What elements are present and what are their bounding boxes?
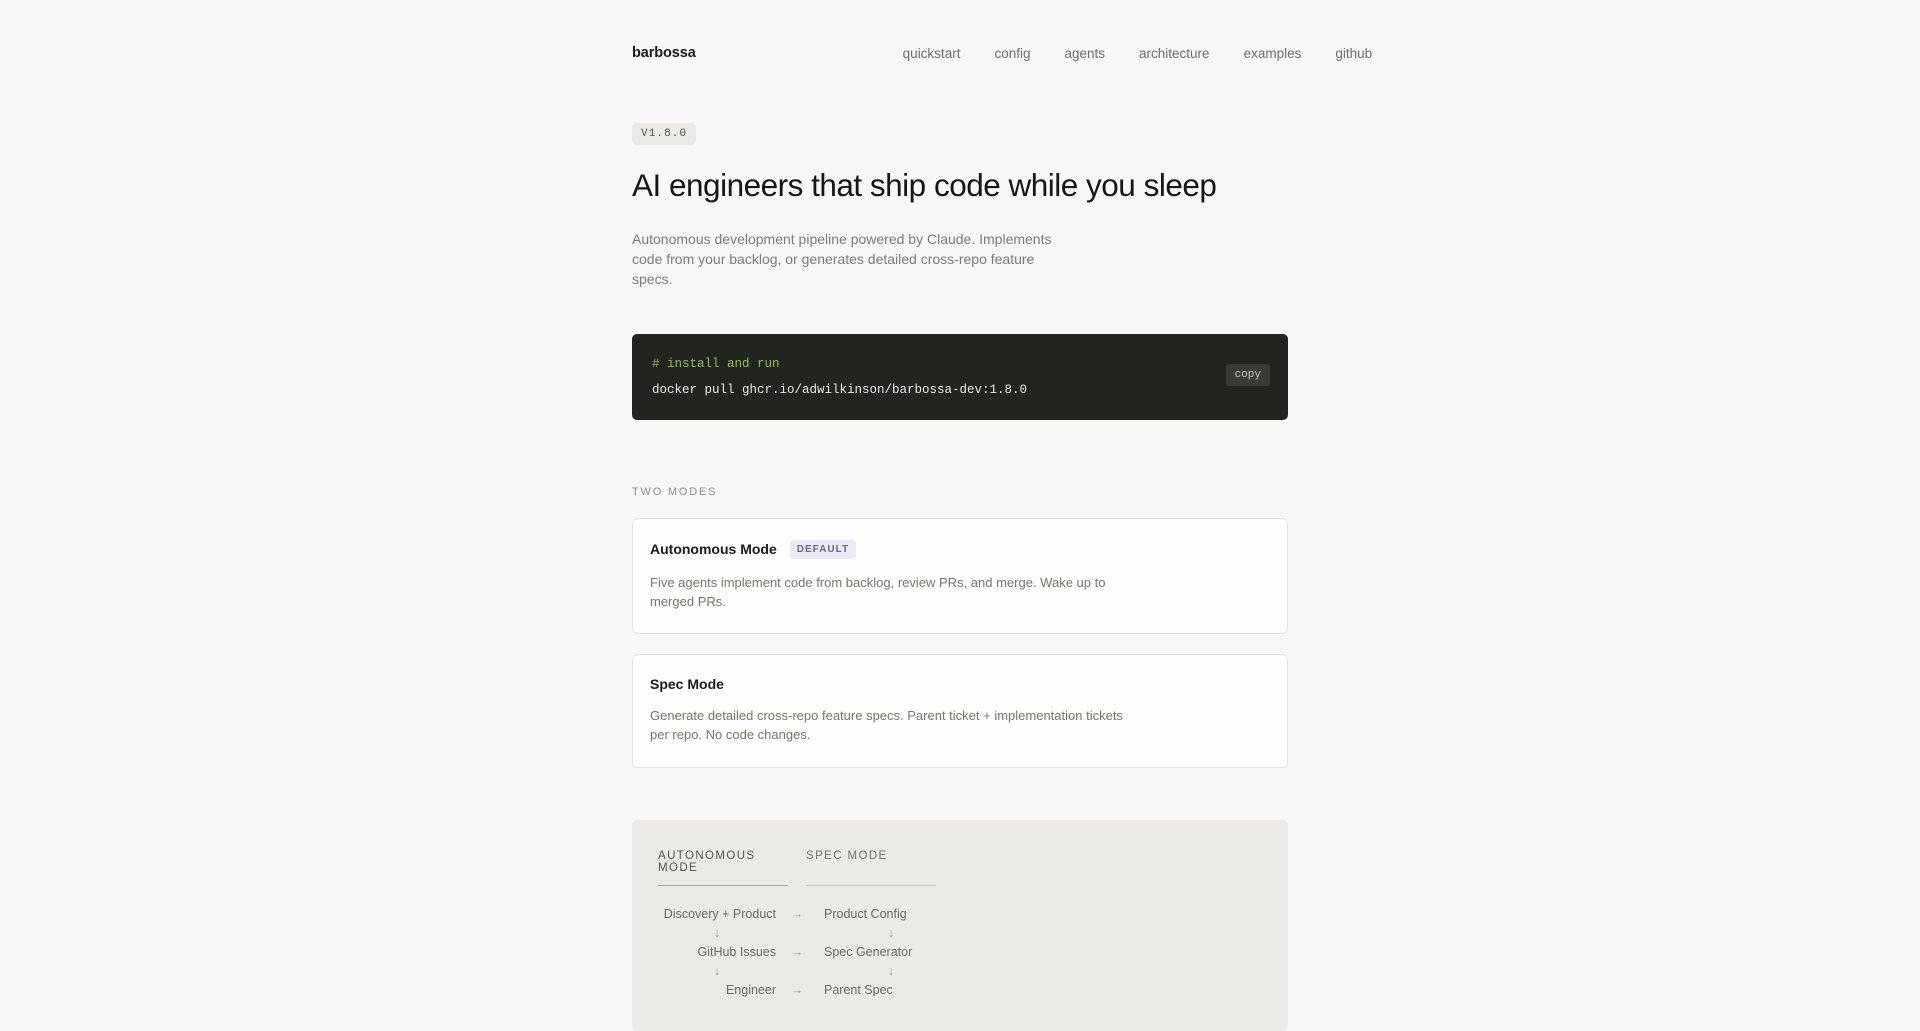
arrow-down-icon: ↓ bbox=[713, 926, 721, 941]
architecture-diagram-panel bbox=[632, 820, 1288, 1031]
mode-card-autonomous[interactable] bbox=[632, 518, 1288, 635]
nav-link-github[interactable]: github bbox=[1335, 45, 1373, 61]
tab-autonomous-mode[interactable]: AUTONOMOUS MODE bbox=[658, 850, 788, 886]
section-label-two-modes: TWO MODES bbox=[632, 485, 718, 498]
page-title: AI engineers that ship code while you sleep bbox=[632, 167, 1217, 203]
flow-node-left: Discovery + Product bbox=[663, 907, 776, 922]
nav-links bbox=[886, 46, 1389, 61]
mode-card-spec[interactable] bbox=[632, 654, 1288, 768]
nav-link-examples[interactable]: examples bbox=[1243, 45, 1302, 61]
flow-node-left: GitHub Issues bbox=[697, 945, 776, 960]
flow-node-right: Spec Generator bbox=[824, 945, 913, 960]
main-content bbox=[632, 61, 1288, 1031]
arrow-down-icon: ↓ bbox=[713, 964, 721, 979]
flow-node-right: Parent Spec bbox=[824, 983, 893, 998]
brand-logo[interactable]: barbossa bbox=[632, 45, 696, 61]
flow-row-connector bbox=[658, 925, 1262, 941]
diagram-tabs bbox=[658, 850, 1262, 886]
arrow-down-icon: ↓ bbox=[887, 964, 895, 979]
copy-button[interactable]: copy bbox=[1226, 364, 1270, 386]
tab-spec-mode[interactable]: SPEC MODE bbox=[806, 850, 936, 886]
terminal-comment: # install and run bbox=[652, 356, 780, 371]
mode-title: Spec Mode bbox=[650, 676, 724, 693]
mode-description: Five agents implement code from backlog, review PRs, and merge. Wake up to merged PRs. bbox=[650, 574, 1106, 609]
hero-subtitle: Autonomous development pipeline powered by Claude. Implements code from your backlog, or generates detailed cross-repo feature specs. bbox=[632, 230, 1052, 288]
mode-description: Generate detailed cross-repo feature specs. Parent ticket + implementation tickets per repo. No code changes. bbox=[650, 708, 1123, 743]
mode-card-header bbox=[650, 676, 1270, 692]
version-badge: V1.8.0 bbox=[632, 123, 696, 145]
nav-link-architecture[interactable]: architecture bbox=[1139, 45, 1210, 61]
tab-spacer bbox=[788, 850, 806, 886]
diagram-flow bbox=[658, 903, 1262, 1001]
arrow-right-icon: → bbox=[790, 907, 804, 922]
flow-node-right: Product Config bbox=[824, 907, 907, 922]
flow-row bbox=[658, 941, 1262, 963]
install-command-block bbox=[632, 334, 1288, 420]
nav-link-config[interactable]: config bbox=[994, 45, 1031, 61]
nav-link-agents[interactable]: agents bbox=[1064, 45, 1106, 61]
flow-row-connector bbox=[658, 963, 1262, 979]
flow-row bbox=[658, 903, 1262, 925]
arrow-right-icon: → bbox=[790, 983, 804, 998]
arrow-down-icon: ↓ bbox=[887, 926, 895, 941]
status-badge: DEFAULT bbox=[790, 540, 856, 559]
mode-card-header bbox=[650, 540, 1270, 559]
arrow-right-icon: → bbox=[790, 945, 804, 960]
nav-link-quickstart[interactable]: quickstart bbox=[902, 45, 961, 61]
terminal-command: docker pull ghcr.io/adwilkinson/barbossa-dev:1.8.0 bbox=[652, 383, 1028, 398]
flow-row bbox=[658, 979, 1262, 1001]
top-navigation bbox=[632, 0, 1373, 61]
flow-node-left: Engineer bbox=[725, 983, 776, 998]
mode-title: Autonomous Mode bbox=[650, 541, 777, 558]
